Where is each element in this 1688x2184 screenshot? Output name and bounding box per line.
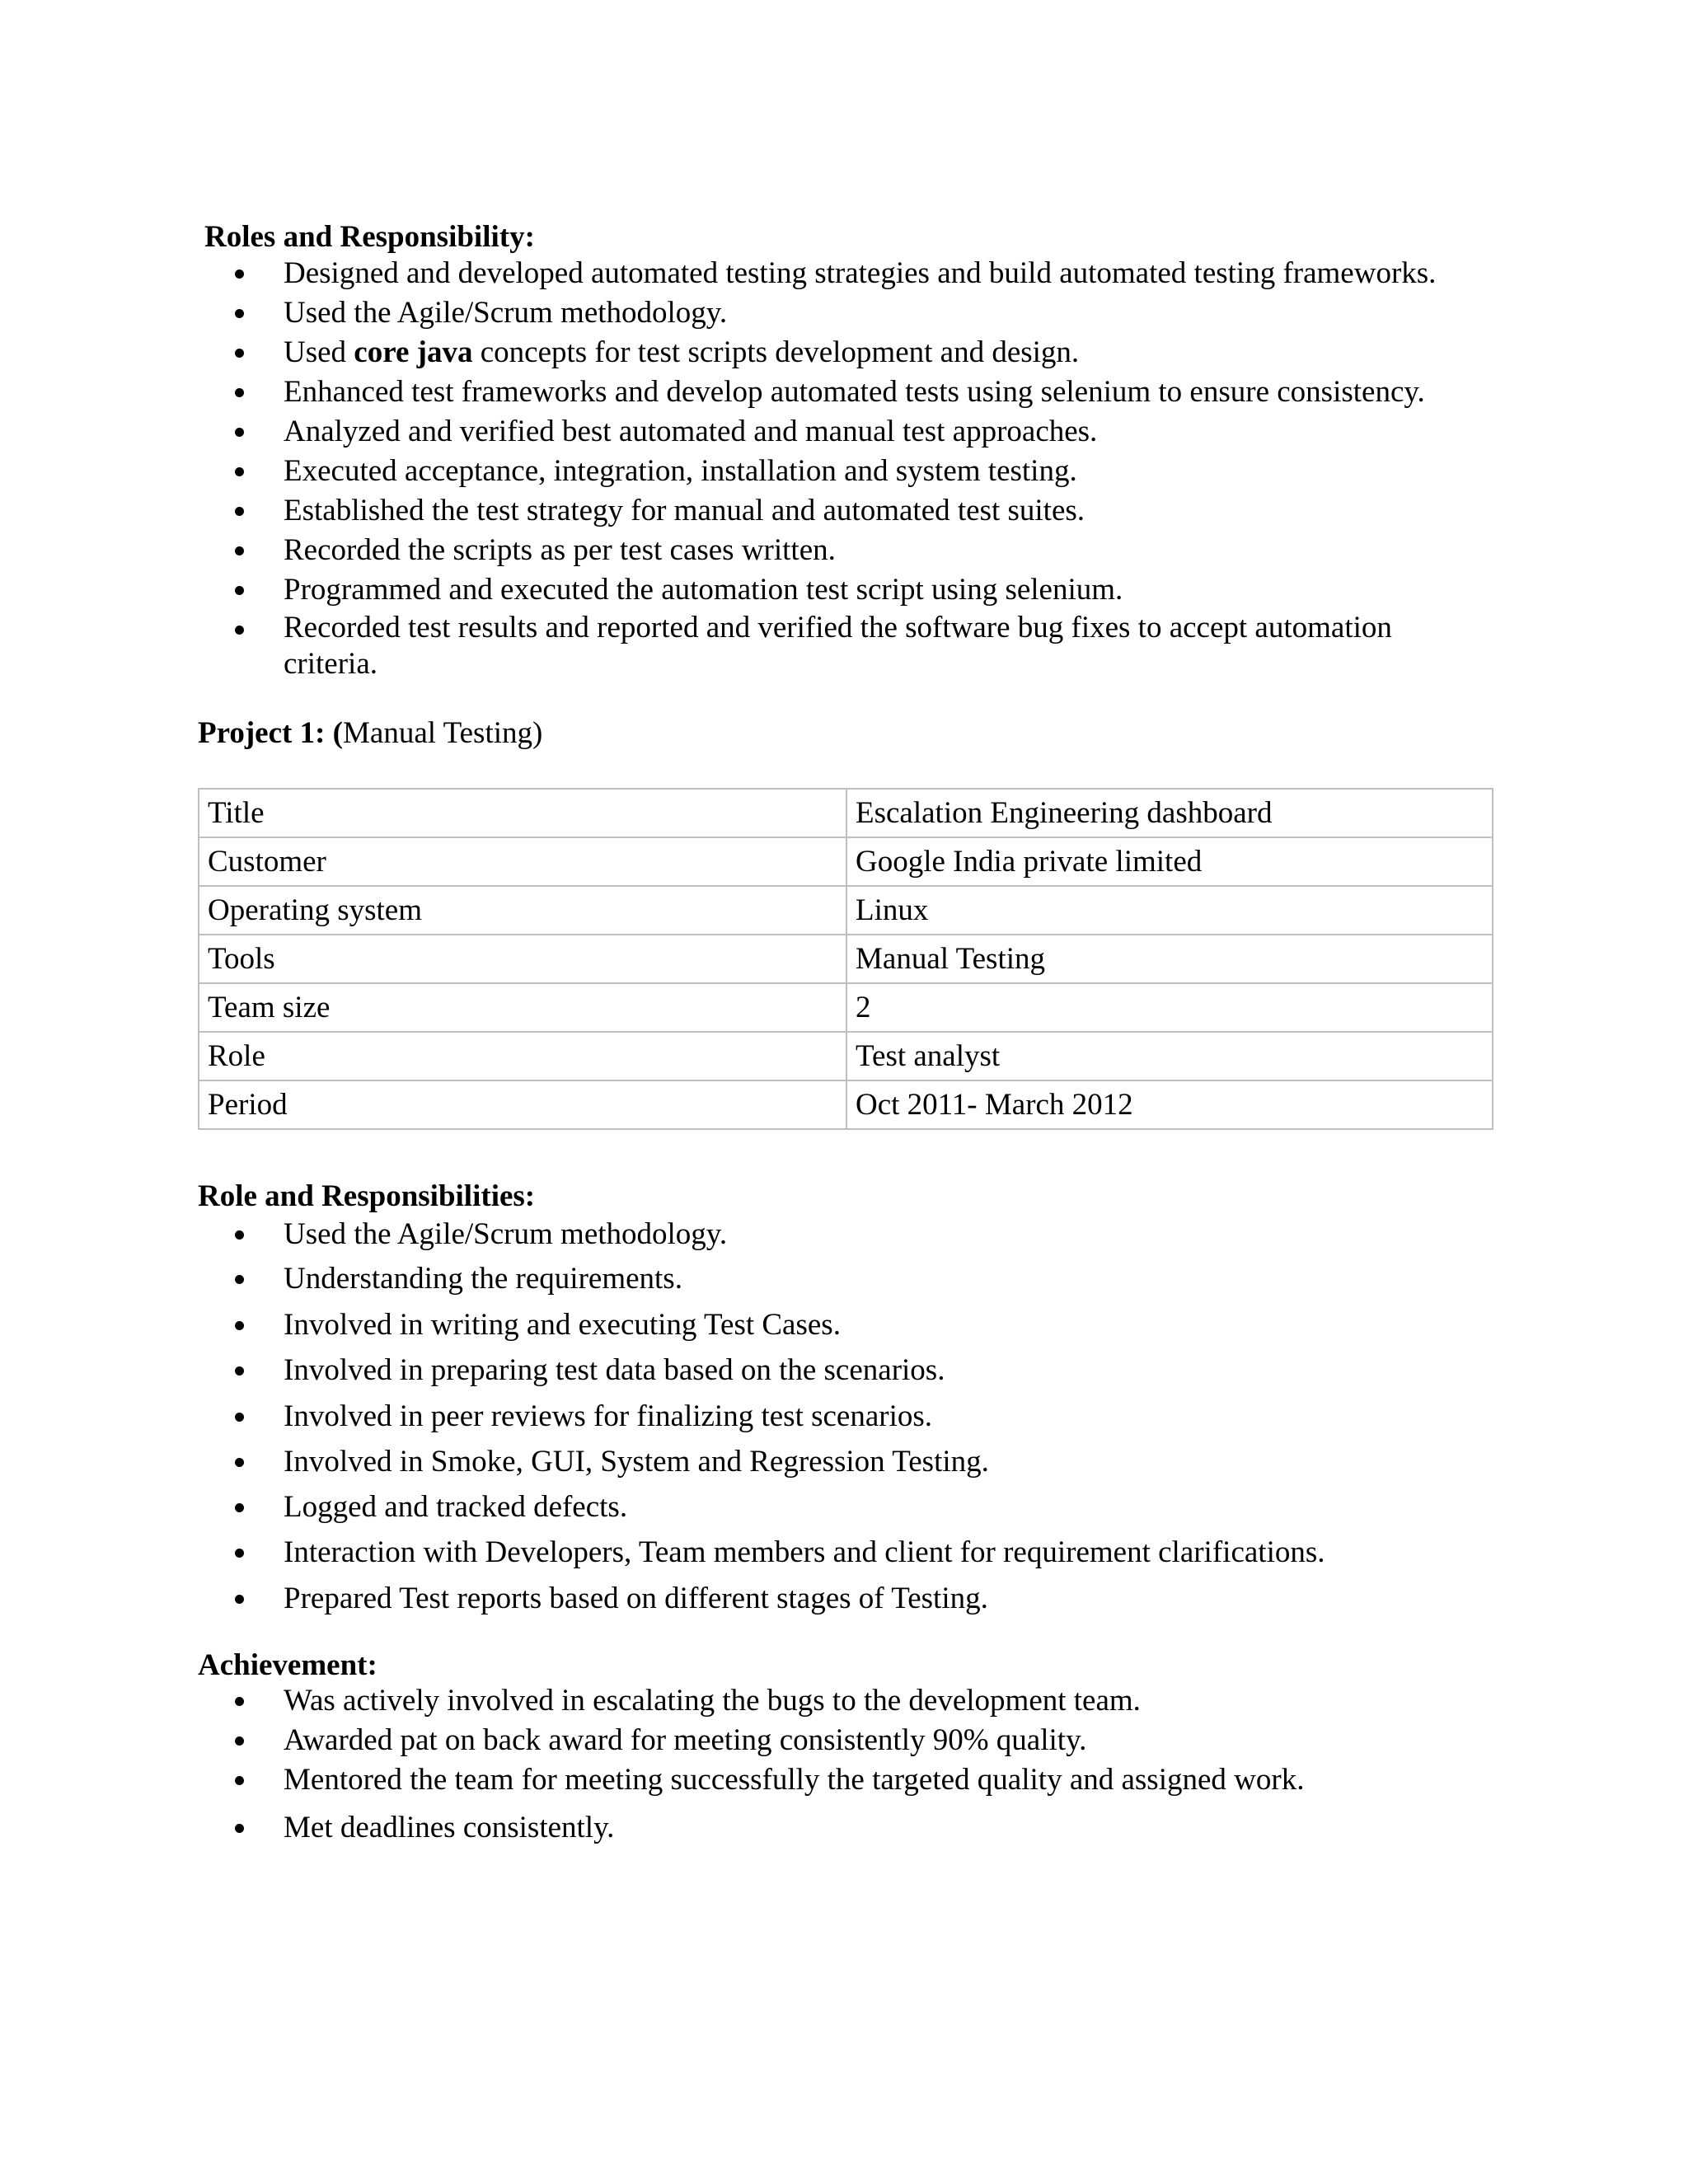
- list-item: Was actively involved in escalating the bugs to the development team.: [198, 1681, 1484, 1721]
- list-item: Interaction with Developers, Team members and client for requirement clarifications.: [198, 1533, 1484, 1579]
- table-value: Linux: [846, 886, 1493, 935]
- item-text-bold: core java: [354, 335, 473, 369]
- role-list: [198, 1215, 1484, 1624]
- list-item: Involved in Smoke, GUI, System and Regression Testing.: [198, 1442, 1484, 1488]
- table-key: Role: [199, 1032, 846, 1080]
- table-key: Operating system: [199, 886, 846, 935]
- roles-list: [198, 254, 1451, 682]
- list-item: Recorded test results and reported and verified the software bug fixes to accept automation criteria.: [198, 610, 1451, 682]
- table-row: [199, 1032, 1493, 1080]
- table-value: 2: [846, 983, 1493, 1032]
- table-row: [199, 983, 1493, 1032]
- list-item: Mentored the team for meeting successfully the targeted quality and assigned work.: [198, 1760, 1484, 1808]
- list-item: Awarded pat on back award for meeting consistently 90% quality.: [198, 1721, 1484, 1760]
- role-heading: Role and Responsibilities:: [198, 1179, 536, 1213]
- project-heading-normal: Manual Testing): [343, 716, 543, 750]
- table-value: Oct 2011- March 2012: [846, 1080, 1493, 1129]
- table-row: [199, 837, 1493, 886]
- project-table: [198, 788, 1493, 1130]
- list-item: Designed and developed automated testing strategies and build automated testing frameworks.: [198, 254, 1451, 293]
- list-item: Analyzed and verified best automated and manual test approaches.: [198, 412, 1451, 452]
- table-value: Escalation Engineering dashboard: [846, 789, 1493, 837]
- list-item: Involved in preparing test data based on the scenarios.: [198, 1351, 1484, 1397]
- list-item: Prepared Test reports based on different stages of Testing.: [198, 1579, 1484, 1624]
- table-key: Team size: [199, 983, 846, 1032]
- list-item: Involved in peer reviews for finalizing test scenarios.: [198, 1397, 1484, 1442]
- list-item: Programmed and executed the automation test script using selenium.: [198, 570, 1451, 610]
- list-item: Recorded the scripts as per test cases written.: [198, 531, 1451, 570]
- achievement-list: [198, 1681, 1484, 1848]
- table-row: [199, 886, 1493, 935]
- list-item: Met deadlines consistently.: [198, 1808, 1484, 1848]
- roles-heading: Roles and Responsibility:: [204, 220, 535, 254]
- achievement-heading: Achievement:: [198, 1648, 377, 1682]
- table-key: Period: [199, 1080, 846, 1129]
- item-text-post: concepts for test scripts development and design.: [472, 335, 1080, 369]
- table-row: [199, 1080, 1493, 1129]
- project-heading-bold: Project 1: (: [198, 716, 343, 750]
- table-value: Test analyst: [846, 1032, 1493, 1080]
- list-item: Used the Agile/Scrum methodology.: [198, 1215, 1484, 1259]
- list-item: Logged and tracked defects.: [198, 1488, 1484, 1533]
- table-value: Manual Testing: [846, 935, 1493, 983]
- list-item: [198, 333, 1451, 373]
- table-key: Customer: [199, 837, 846, 886]
- list-item: Established the test strategy for manual and automated test suites.: [198, 491, 1451, 531]
- list-item: Understanding the requirements.: [198, 1259, 1484, 1305]
- table-row: [199, 935, 1493, 983]
- list-item: Involved in writing and executing Test Cases.: [198, 1305, 1484, 1351]
- table-value: Google India private limited: [846, 837, 1493, 886]
- item-text-pre: Used: [284, 335, 354, 369]
- table-key: Tools: [199, 935, 846, 983]
- list-item: Executed acceptance, integration, installation and system testing.: [198, 452, 1451, 491]
- project-heading: [198, 714, 542, 753]
- table-row: [199, 789, 1493, 837]
- table-key: Title: [199, 789, 846, 837]
- list-item: Used the Agile/Scrum methodology.: [198, 293, 1451, 333]
- list-item: Enhanced test frameworks and develop automated tests using selenium to ensure consistency.: [198, 373, 1451, 412]
